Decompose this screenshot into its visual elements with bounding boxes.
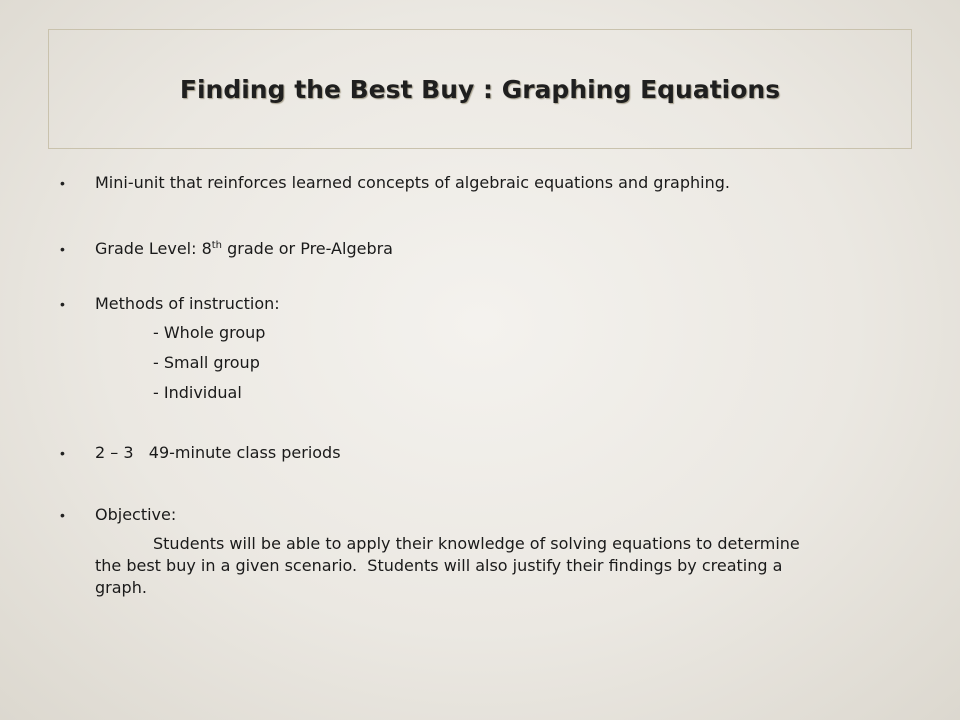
bullet-marker: •	[60, 175, 65, 191]
bullet-marker: •	[60, 241, 65, 257]
objective-line: graph.	[95, 578, 147, 597]
class-periods-text: 2 – 3 49-minute class periods	[95, 443, 341, 462]
grade-level-suffix: grade or Pre-Algebra	[222, 239, 393, 258]
bullet-marker: •	[60, 507, 65, 523]
objective-line-text: Students will be able to apply their knowledge of solving equations to determine	[153, 534, 800, 553]
method-item: - Small group	[153, 353, 260, 372]
intro-text: Mini-unit that reinforces learned concepts of algebraic equations and graphing.	[95, 173, 730, 192]
objective-label: Objective:	[95, 505, 177, 524]
slide-title: Finding the Best Buy : Graphing Equations	[179, 74, 781, 104]
bullet-marker: •	[60, 445, 65, 461]
grade-level-prefix: Grade Level: 8	[95, 239, 212, 258]
method-item: - Whole group	[153, 323, 266, 342]
objective-line: the best buy in a given scenario. Students will also justify their findings by creating a	[95, 556, 783, 575]
bullet-marker: •	[60, 296, 65, 312]
method-item: - Individual	[153, 383, 242, 402]
objective-text	[95, 533, 915, 599]
objective-line	[95, 533, 915, 555]
grade-level-text	[95, 238, 393, 260]
methods-label: Methods of instruction:	[95, 294, 280, 313]
grade-level-superscript: th	[211, 240, 223, 251]
